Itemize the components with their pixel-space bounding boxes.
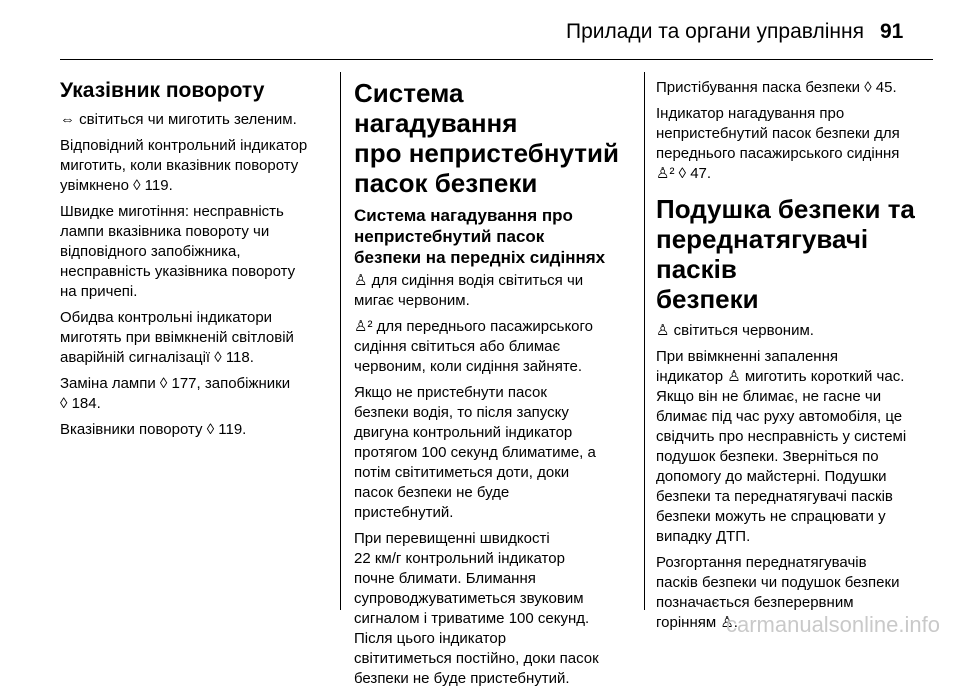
page-number: 91 bbox=[880, 20, 904, 43]
seatbelt-fastening-ref: Пристібування паска безпеки ◊ 45. bbox=[656, 79, 897, 96]
seatbelt-p4: При перевищенні швидкості 22 км/г контрольний індикатор почне блимати. Блимання супроводжуватиметься звуковим сигналом і триватиме 100 секунд. Після цього індикатор світитиметься постійно, доки пасок безпеки не буде пристебнутий. bbox=[354, 530, 599, 687]
turn-signal-p5: Заміна лампи ◊ 177, запобіжники ◊ 184. bbox=[60, 375, 291, 412]
column-1 bbox=[60, 78, 330, 446]
turn-signal-p3: Швидке миготіння: несправність лампи вказівника повороту чи відповідного запобіжника, несправність указівника повороту на причепі. bbox=[60, 203, 296, 300]
header-rule bbox=[60, 59, 933, 60]
front-seats-subheading: Система нагадування про непристебнутий пасок безпеки на передніх сидіннях bbox=[354, 206, 606, 267]
turn-signal-heading: Указівник повороту bbox=[60, 79, 265, 102]
column-3 bbox=[656, 78, 936, 639]
turn-signal-p1: ⇔ світиться чи миготить зеленим. bbox=[60, 111, 297, 128]
running-title: Прилади та органи управління bbox=[566, 20, 864, 43]
airbag-p2: При ввімкненні запалення індикатор ♙ миготить короткий час. Якщо він не блимає, не гасне чи блимає під час руху автомобіля, це свідчить про несправність у системі подушок безпеки. Зверніться по допомогу до майстерні. Подушки безпеки та переднатягувачі пасків безпеки можуть не спрацювати у випадку ДТП. bbox=[656, 348, 907, 545]
page-header bbox=[0, 0, 960, 60]
watermark: carmanualsonline.info bbox=[725, 612, 940, 637]
seatbelt-p1: ♙ для сидіння водія світиться чи мигає червоним. bbox=[354, 272, 584, 309]
seatbelt-p2: ♙² для переднього пасажирського сидіння світиться або блимає червоним, коли сидіння зайняте. bbox=[354, 318, 594, 375]
turn-signal-p4: Обидва контрольні індикатори миготять при ввімкненій світловій аварійній сигналізації ◊ 118. bbox=[60, 309, 294, 366]
column-divider-2 bbox=[644, 72, 645, 610]
seatbelt-reminder-heading: Система нагадування про непристебнутий пасок безпеки bbox=[354, 78, 619, 198]
column-divider-1 bbox=[340, 72, 341, 610]
turn-signal-p2: Відповідний контрольний індикатор миготить, коли вказівник повороту увімкнено ◊ 119. bbox=[60, 137, 308, 194]
passenger-indicator-ref: Індикатор нагадування про непристебнутий пасок безпеки для переднього пасажирського сидіння ♙² ◊ 47. bbox=[656, 105, 900, 182]
seatbelt-p3: Якщо не пристебнути пасок безпеки водія, то після запуску двигуна контрольний індикатор протягом 100 секунд блиматиме, а потім світитиметься доти, доки пасок безпеки не буде пристебнутий. bbox=[354, 384, 596, 521]
turn-signal-p6: Вказівники повороту ◊ 119. bbox=[60, 421, 247, 438]
airbag-p1: ♙ світиться червоним. bbox=[656, 322, 814, 339]
airbag-heading: Подушка безпеки та переднатягувачі пасків безпеки bbox=[656, 194, 915, 314]
airbag-p3: Розгортання переднатягувачів пасків безпеки чи подушок безпеки позначається безперервним горінням ♙. bbox=[656, 554, 900, 631]
column-2 bbox=[354, 78, 634, 695]
